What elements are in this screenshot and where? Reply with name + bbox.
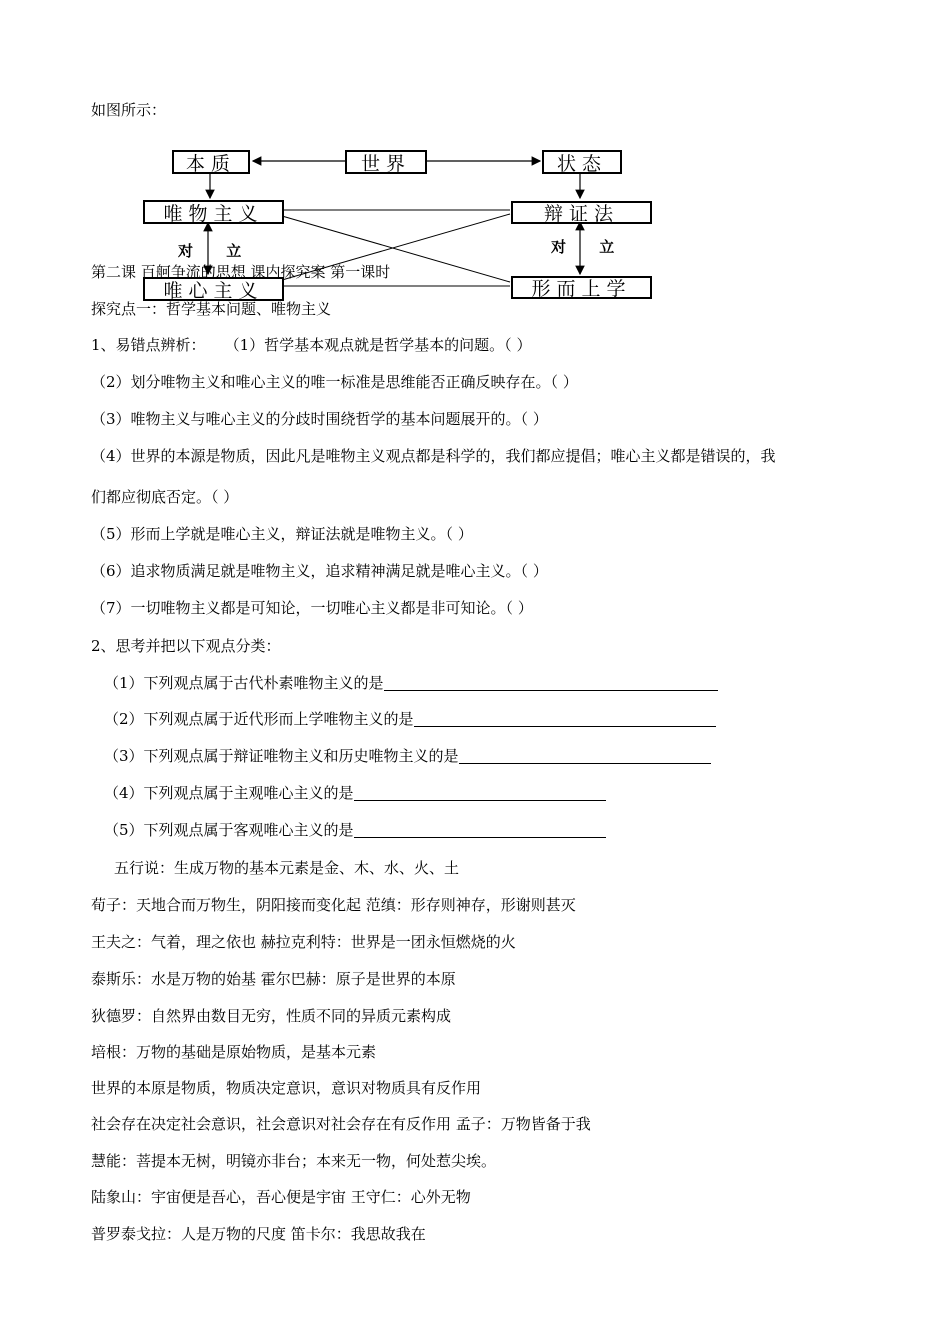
answer-blank[interactable] <box>354 784 606 801</box>
q2-item-label: （3）下列观点属于辩证唯物主义和历史唯物主义的是 <box>104 747 459 765</box>
q2-heading: 2、思考并把以下观点分类： <box>91 637 281 655</box>
q2-item <box>104 783 606 803</box>
viewpoint: 荀子：天地合而万物生，阴阳接而变化起 范缜：形存则神存，形谢则甚灭 <box>91 896 576 914</box>
q2-item <box>104 746 711 766</box>
q2-item <box>104 709 716 729</box>
q1-item: （2）划分唯物主义和唯心主义的唯一标准是思维能否正确反映存在。（ ） <box>91 373 578 391</box>
explore-point-1: 探究点一：哲学基本问题、唯物主义 <box>91 300 332 318</box>
viewpoint: 普罗泰戈拉：人是万物的尺度 笛卡尔：我思故我在 <box>91 1225 426 1243</box>
q1-item: （7）一切唯物主义都是可知论，一切唯心主义都是非可知论。（ ） <box>91 599 533 617</box>
q1-heading: 1、易错点辨析： <box>91 336 206 354</box>
q2-item-label: （4）下列观点属于主观唯心主义的是 <box>104 784 354 802</box>
box-state: 状态 <box>542 150 622 174</box>
box-idealism: 唯心主义 <box>143 277 284 301</box>
q2-item-label: （1）下列观点属于古代朴素唯物主义的是 <box>104 674 384 692</box>
label-opposition-left: 对 立 <box>178 242 256 260</box>
viewpoint: 狄德罗：自然界由数目无穷，性质不同的异质元素构成 <box>91 1007 452 1025</box>
q2-item <box>104 673 718 693</box>
box-metaphysics: 形而上学 <box>511 276 652 299</box>
q1-item: （3）唯物主义与唯心主义的分歧时围绕哲学的基本问题展开的。（ ） <box>91 410 548 428</box>
answer-blank[interactable] <box>414 710 716 727</box>
q1-item: （4）世界的本源是物质，因此凡是唯物主义观点都是科学的，我们都应提倡；唯心主义都是错误的，我 <box>91 447 776 465</box>
viewpoint: 王夫之：气着，理之依也 赫拉克利特：世界是一团永恒燃烧的火 <box>91 933 516 951</box>
answer-blank[interactable] <box>384 674 718 691</box>
q2-item-label: （2）下列观点属于近代形而上学唯物主义的是 <box>104 710 414 728</box>
answer-blank[interactable] <box>354 821 606 838</box>
lesson-title: 第二课 百舸争流的思想 课内探究案 第一课时 <box>91 263 391 281</box>
answer-blank[interactable] <box>459 747 711 764</box>
viewpoint: 陆象山：宇宙便是吾心，吾心便是宇宙 王守仁：心外无物 <box>91 1188 471 1206</box>
q2-item-label: （5）下列观点属于客观唯心主义的是 <box>104 821 354 839</box>
label-opposition-right: 对 立 <box>551 238 629 256</box>
viewpoint: 慧能：菩提本无树，明镜亦非台；本来无一物，何处惹尖埃。 <box>91 1152 497 1170</box>
intro-text: 如图所示： <box>91 101 167 119</box>
q2-item <box>104 820 606 840</box>
q1-item: （6）追求物质满足就是唯物主义，追求精神满足就是唯心主义。（ ） <box>91 562 548 580</box>
viewpoint: 五行说：生成万物的基本元素是金、木、水、火、土 <box>114 859 460 877</box>
q1-item: （5）形而上学就是唯心主义，辩证法就是唯物主义。（ ） <box>91 525 473 543</box>
box-dialectics: 辩证法 <box>511 201 652 224</box>
q1-line-1 <box>91 335 531 355</box>
viewpoint: 世界的本原是物质，物质决定意识，意识对物质具有反作用 <box>91 1079 482 1097</box>
viewpoint: 社会存在决定社会意识，社会意识对社会存在有反作用 孟子：万物皆备于我 <box>91 1115 591 1133</box>
q1-item: （1）哲学基本观点就是哲学基本的问题。（ ） <box>224 336 532 354</box>
viewpoint: 泰斯乐：水是万物的始基 霍尔巴赫：原子是世界的本原 <box>91 970 456 988</box>
box-materialism: 唯物主义 <box>143 200 284 224</box>
box-world: 世界 <box>345 150 427 174</box>
q1-item: 们都应彻底否定。（ ） <box>91 488 239 506</box>
box-essence: 本质 <box>172 150 250 174</box>
viewpoint: 培根：万物的基础是原始物质，是基本元素 <box>91 1043 377 1061</box>
